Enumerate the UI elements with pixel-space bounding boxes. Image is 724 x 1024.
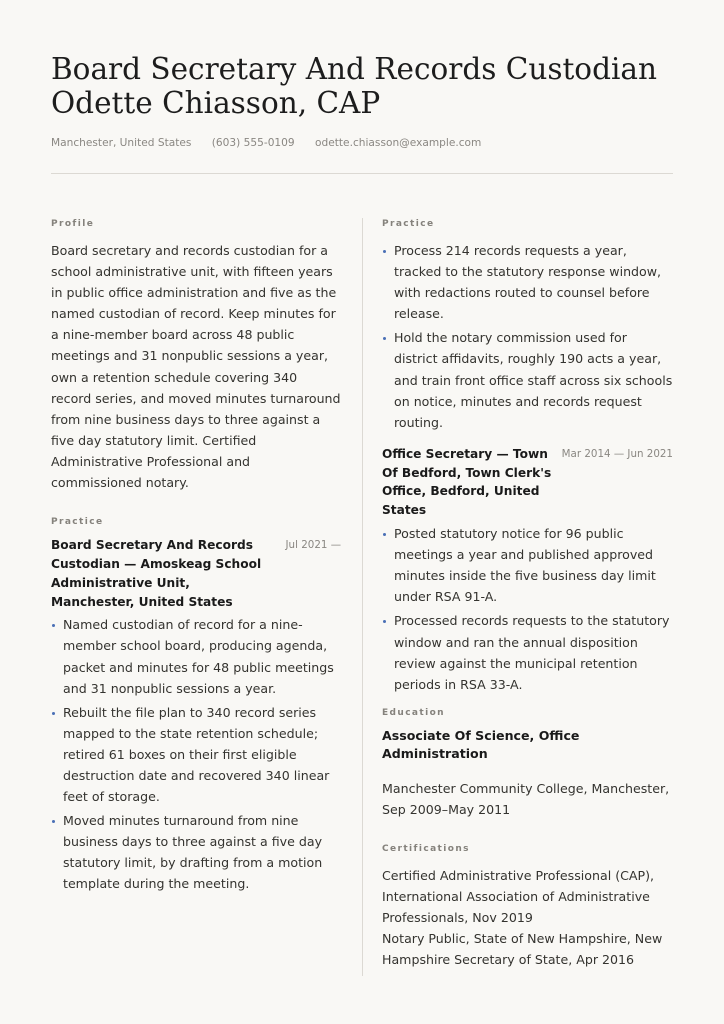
practice-bullets-continued: [382, 240, 673, 433]
practice-heading-right: Practice: [382, 219, 435, 229]
right-column: [382, 218, 673, 970]
column-divider: [362, 218, 363, 976]
profile-summary: Board secretary and records custodian for a school administrative unit, with fifteen years in public office administration and five as the named custodian of record. Keep minutes for a nine-member board across 48 public meetings and 31 nonpublic sessions a year, own a retention schedule covering 340 record series, and moved minutes turnaround from nine business days to three against a five day statutory limit. Certified Administrative Professional and commissioned notary.: [51, 243, 341, 491]
list-item: Hold the notary commission used for district affidavits, roughly 190 acts a year, and train front office staff across six schools on notice, minutes and records request routing.: [382, 327, 673, 432]
phone-text: (603) 555-0109: [211, 137, 295, 149]
candidate-name: Board Secretary And Records Custodian Odette Chiasson, CAP: [51, 52, 657, 120]
practice-heading-left: Practice: [51, 517, 104, 528]
job-date-office-secretary: Mar 2014 — Jun 2021: [561, 447, 673, 460]
certification-item: Notary Public, State of New Hampshire, New Hampshire Secretary of State, Apr 2016: [382, 931, 663, 968]
certifications-heading: Certifications: [382, 843, 470, 854]
education-heading: Education: [382, 707, 445, 718]
list-item: Moved minutes turnaround from nine business days to three against a five day statutory limit, by drafting from a motion template during the meeting.: [51, 810, 341, 894]
job-date-board-secretary: Jul 2021 —: [285, 539, 341, 552]
profile-heading: Profile: [51, 219, 95, 229]
left-column: [51, 218, 341, 895]
list-item: Posted statutory notice for 96 public meetings a year and published approved minutes inside the five business day limit under RSA 91-A.: [382, 523, 673, 607]
email-link[interactable]: odette.chiasson@example.com: [315, 137, 482, 149]
education-degree: Associate Of Science, Office Administration: [382, 727, 580, 761]
location-text: Manchester, United States: [51, 137, 192, 149]
job-title-board-secretary: Board Secretary And Records Custodian — Amoskeag School Administrative Unit, Manchester, United States: [51, 538, 262, 609]
job-bullets-board-secretary: [51, 614, 341, 894]
job-header-board-secretary: [51, 536, 341, 611]
job-bullets-office-secretary: [382, 523, 673, 695]
certification-item: Certified Administrative Professional (CAP), International Association of Administrative Professionals, Nov 2019: [382, 867, 655, 926]
list-item: Rebuilt the file plan to 340 record series mapped to the state retention schedule; retired 61 boxes on their first eligible destruction date and recovered 340 linear feet of storage.: [51, 702, 341, 807]
contact-line: [51, 137, 498, 151]
job-header-office-secretary: [382, 445, 673, 520]
education-school: Manchester Community College, Manchester, Sep 2009–May 2011: [382, 780, 670, 817]
list-item: Process 214 records requests a year, tracked to the statutory response window, with redactions routed to counsel before release.: [382, 240, 673, 324]
job-title-office-secretary: Office Secretary — Town Of Bedford, Town Clerk's Office, Bedford, United States: [382, 446, 552, 518]
header-divider: [51, 173, 673, 174]
list-item: Named custodian of record for a nine-member school board, producing agenda, packet and minutes for 48 public meetings and 31 nonpublic sessions a year.: [51, 614, 341, 698]
resume-page: [51, 0, 673, 1024]
list-item: Processed records requests to the statutory window and ran the annual disposition review against the municipal retention periods in RSA 33-A.: [382, 610, 673, 694]
